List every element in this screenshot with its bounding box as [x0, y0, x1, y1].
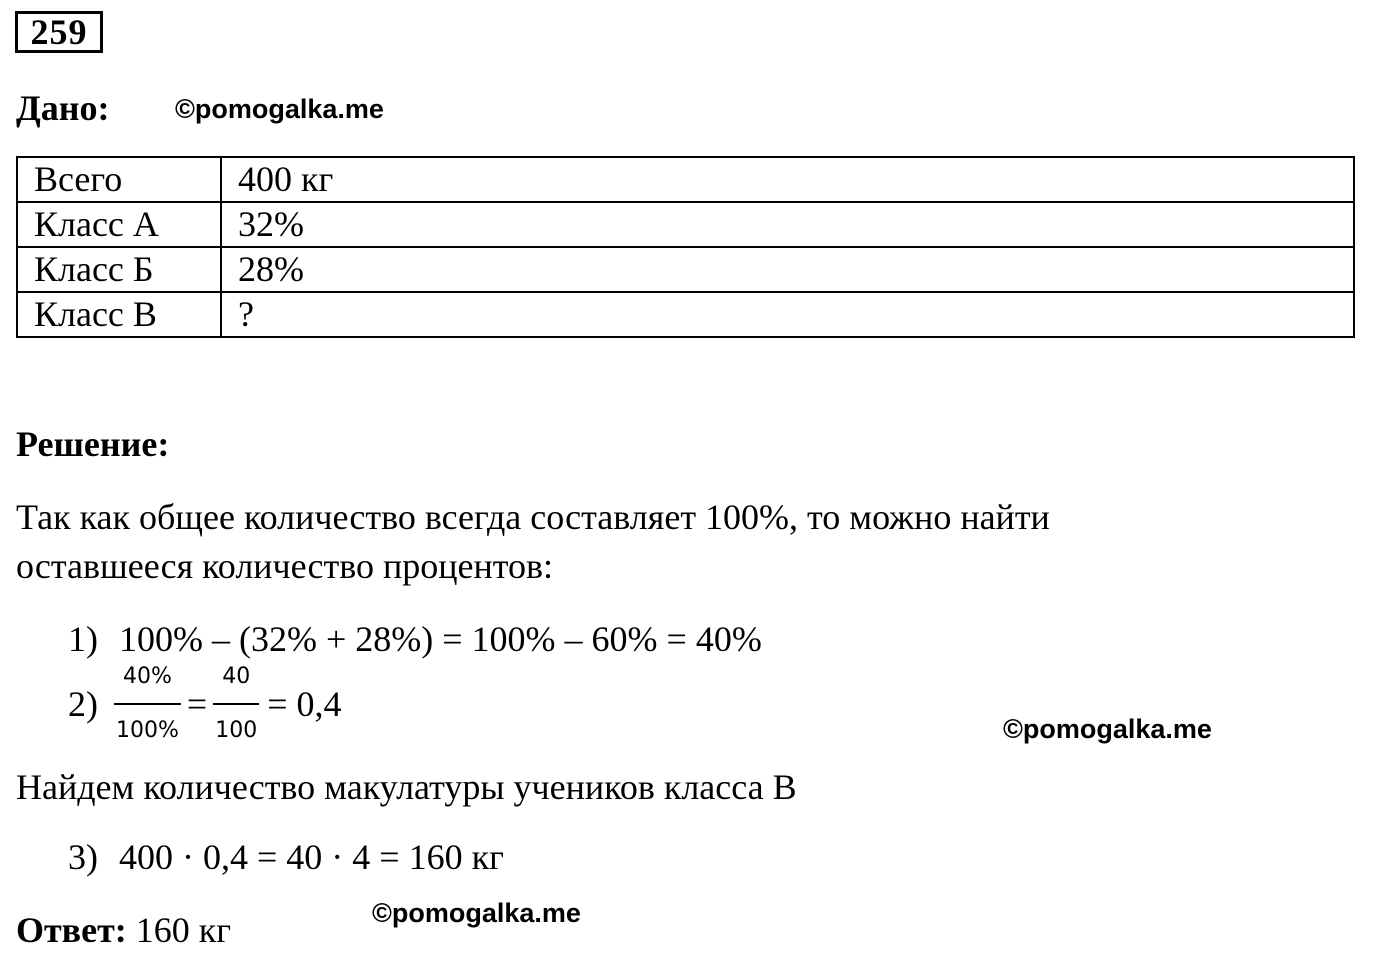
answer-value: 160 кг	[135, 910, 232, 950]
row-label: Класс Б	[17, 247, 221, 292]
step-expression: 100% – (32% + 28%) = 100% – 60% = 40%	[119, 619, 762, 659]
watermark: ©pomogalka.me	[372, 898, 581, 928]
middle-text: Найдем количество макулатуры учеников класса В	[16, 767, 797, 807]
watermark: ©pomogalka.me	[175, 94, 384, 124]
step-expression: 400 · 0,4 = 40 · 4 = 160 кг	[119, 837, 504, 877]
step-number: 2)	[68, 684, 98, 724]
fraction-numerator: 40%	[114, 655, 181, 705]
table-row	[17, 292, 1354, 337]
watermark: ©pomogalka.me	[1003, 714, 1212, 744]
answer-label: Ответ:	[16, 910, 127, 950]
table-row	[17, 202, 1354, 247]
problem-number: 259	[15, 11, 103, 53]
fraction-1	[114, 655, 181, 753]
intro-line-2: оставшееся количество процентов:	[16, 546, 554, 586]
fraction-denominator: 100	[215, 718, 258, 743]
solution-label: Решение:	[16, 424, 170, 464]
intro-line-1: Так как общее количество всегда составляет 100%, то можно найти	[16, 497, 1050, 537]
table-row	[17, 157, 1354, 202]
step-number: 3)	[68, 837, 98, 877]
table-row	[17, 247, 1354, 292]
step-2	[68, 664, 342, 744]
row-label: Класс А	[17, 202, 221, 247]
row-value: 400 кг	[221, 157, 1354, 202]
row-label: Класс В	[17, 292, 221, 337]
equals-sign: =	[186, 684, 208, 724]
row-value: 28%	[221, 247, 1354, 292]
fraction-2	[213, 655, 259, 753]
step-result: = 0,4	[267, 684, 342, 724]
answer-line	[16, 908, 231, 952]
row-label: Всего	[17, 157, 221, 202]
given-label: Дано:	[16, 88, 110, 128]
step-3	[68, 835, 504, 879]
row-value: 32%	[221, 202, 1354, 247]
row-value: ?	[221, 292, 1354, 337]
given-table	[16, 156, 1355, 338]
fraction-denominator: 100%	[116, 718, 179, 743]
step-number: 1)	[68, 619, 98, 659]
fraction-numerator: 40	[213, 655, 259, 705]
